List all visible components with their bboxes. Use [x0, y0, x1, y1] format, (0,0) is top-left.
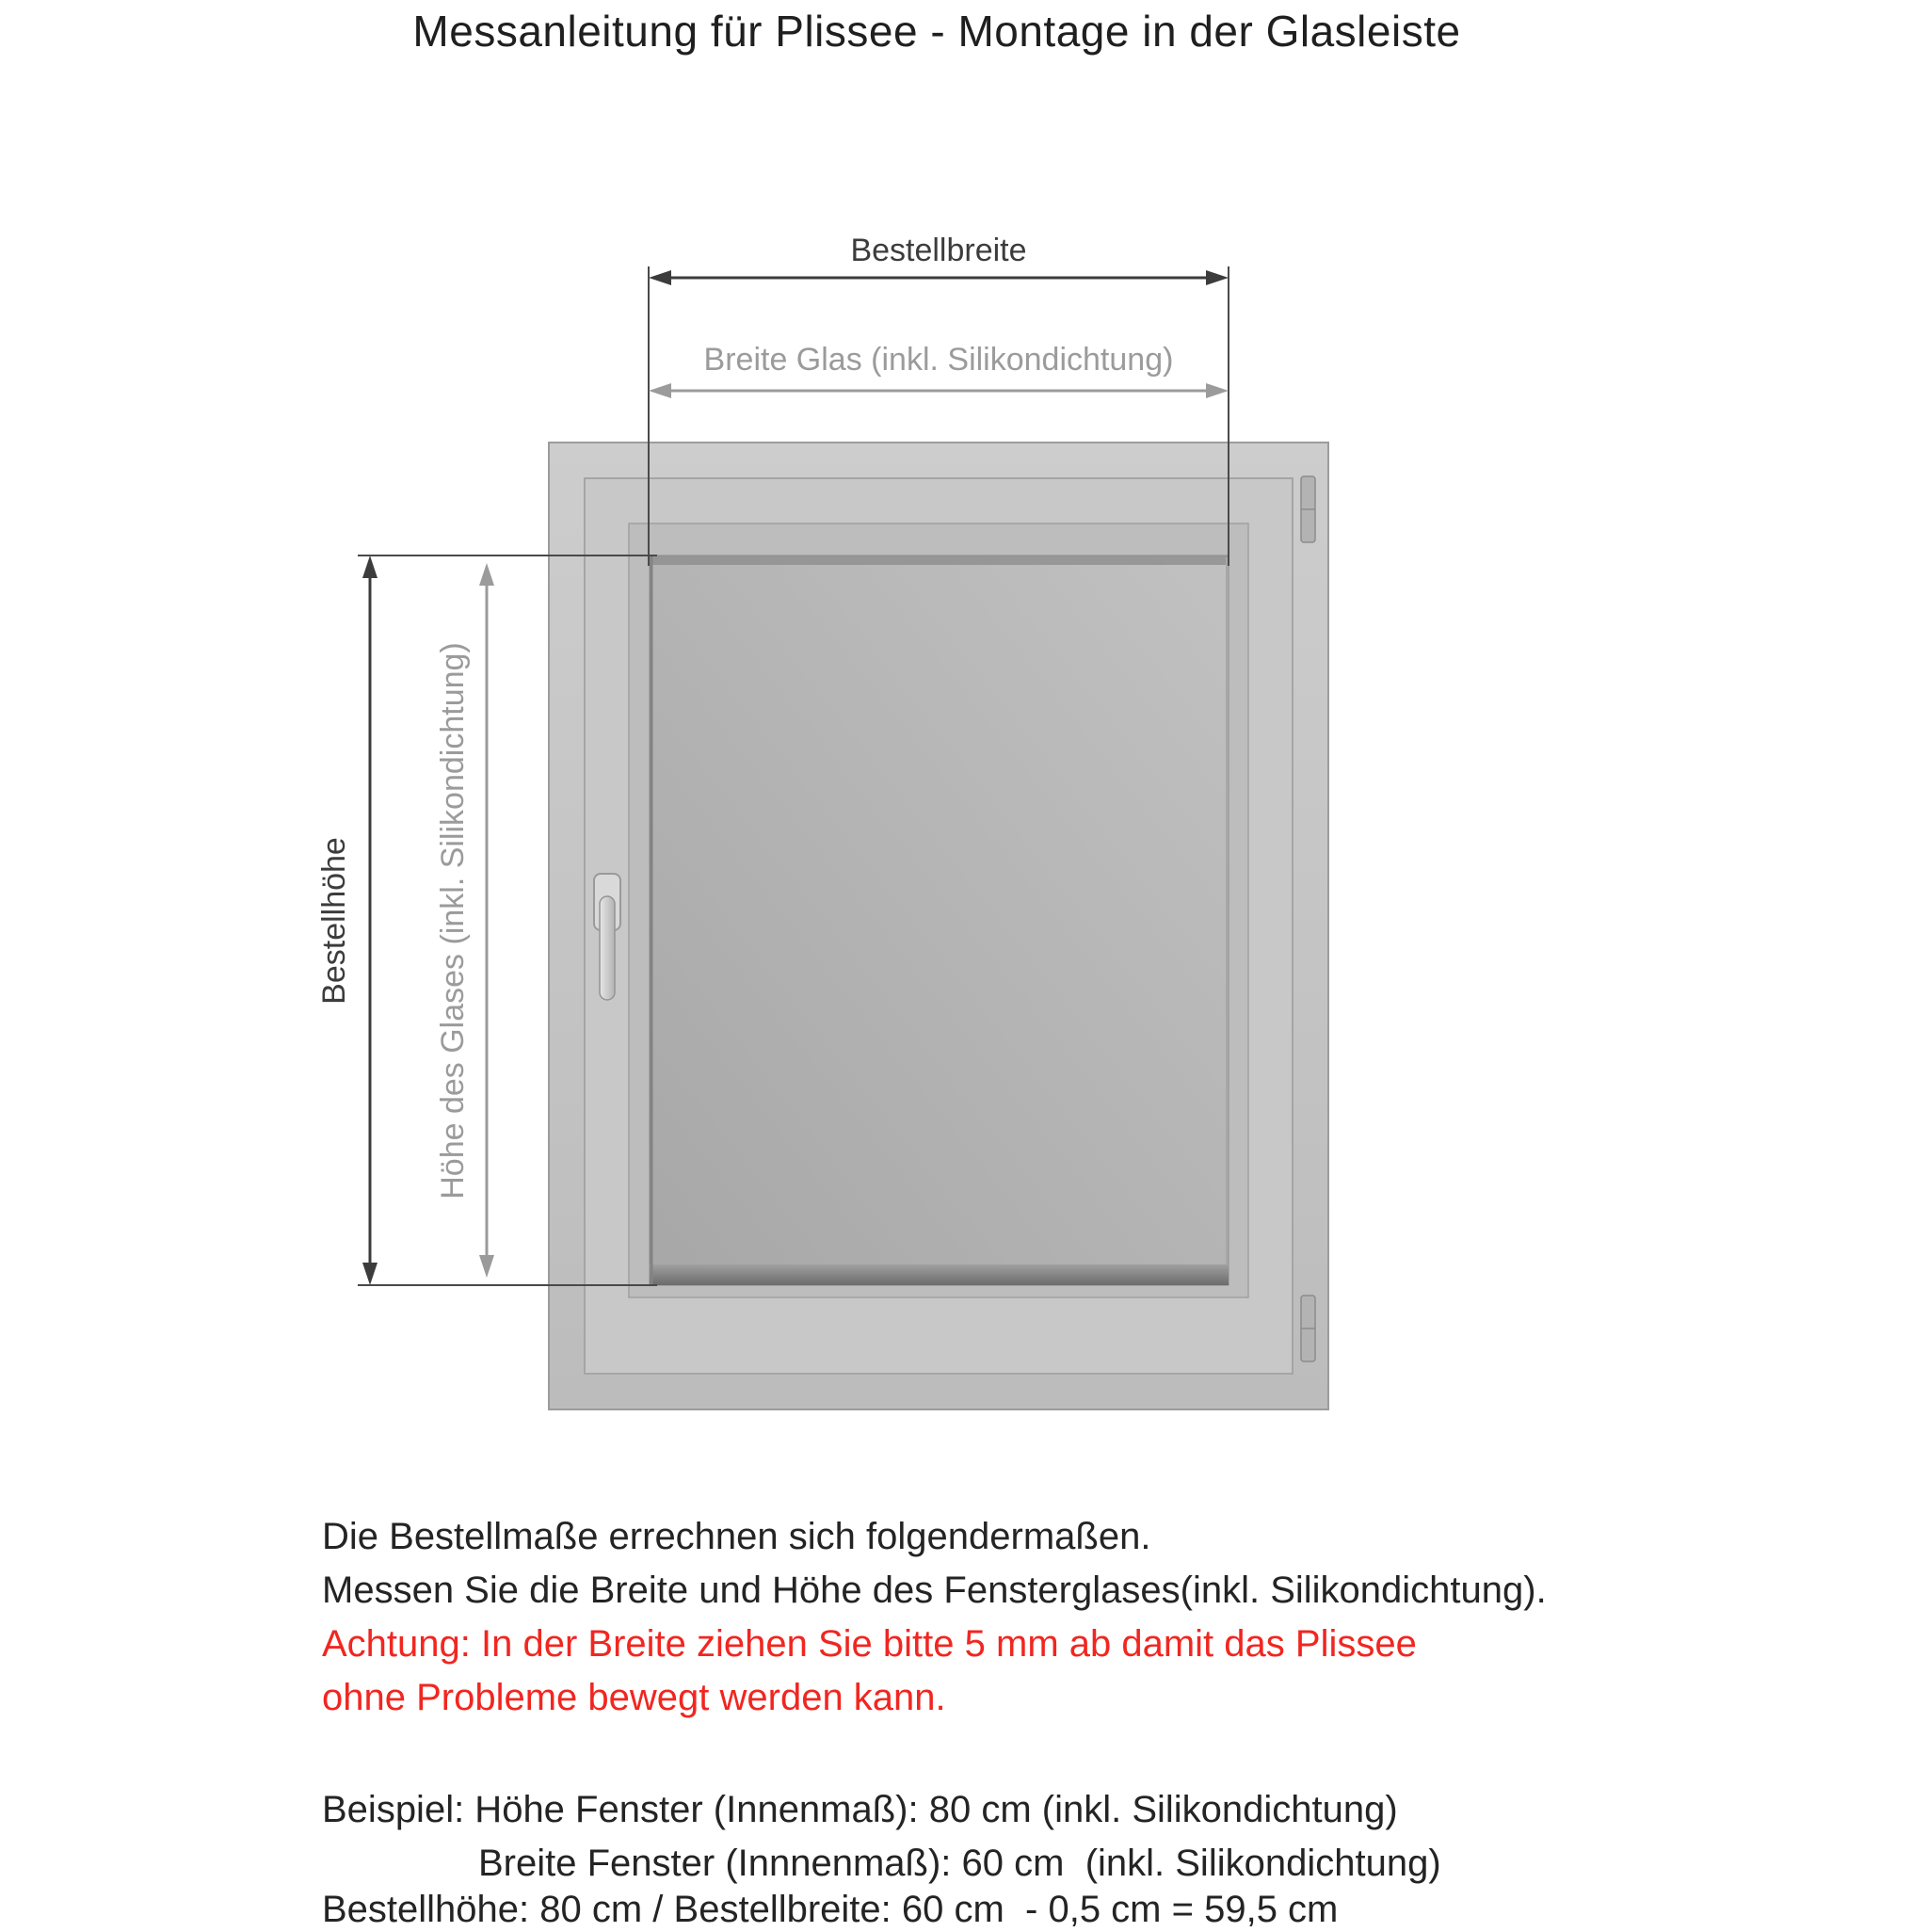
bestellhoehe-label: Bestellhöhe — [316, 837, 352, 1005]
dim-bestellbreite-arrow — [649, 233, 1229, 285]
dim-breite-glas-arrow — [649, 342, 1229, 398]
dim-bestellhoehe-arrow — [316, 555, 378, 1285]
warning-line-1: Achtung: In der Breite ziehen Sie bitte 5 mm ab damit das Plissee — [322, 1623, 1417, 1665]
page-title: Messanleitung für Plissee - Montage in der Glasleiste — [412, 7, 1461, 56]
bestellbreite-label: Bestellbreite — [850, 233, 1027, 268]
window-glass — [650, 555, 1229, 1285]
glass-bottom-bead — [650, 1264, 1229, 1285]
warning-line-2: ohne Probleme bewegt werden kann. — [322, 1677, 946, 1718]
hoehe-glas-label: Höhe des Glases (inkl. Silikondichtung) — [435, 642, 471, 1199]
hinge-top-icon — [1301, 476, 1315, 542]
instruction-line-2: Messen Sie die Breite und Höhe des Fensterglases(inkl. Silikondichtung). — [322, 1570, 1547, 1611]
dim-hoehe-glas-arrow — [435, 563, 494, 1278]
hinge-bottom-icon — [1301, 1296, 1315, 1361]
example-line-3: Bestellhöhe: 80 cm / Bestellbreite: 60 cm - 0,5 cm = 59,5 cm — [322, 1889, 1339, 1930]
instruction-line-1: Die Bestellmaße errechnen sich folgendermaßen. — [322, 1516, 1151, 1557]
breite-glas-label: Breite Glas (inkl. Silikondichtung) — [703, 342, 1174, 378]
example-line-1: Beispiel: Höhe Fenster (Innenmaß): 80 cm (inkl. Silikondichtung) — [322, 1789, 1398, 1830]
example-line-2: Breite Fenster (Innnenmaß): 60 cm (inkl. Silikondichtung) — [478, 1843, 1441, 1884]
glass-top-shadow — [650, 555, 1229, 565]
